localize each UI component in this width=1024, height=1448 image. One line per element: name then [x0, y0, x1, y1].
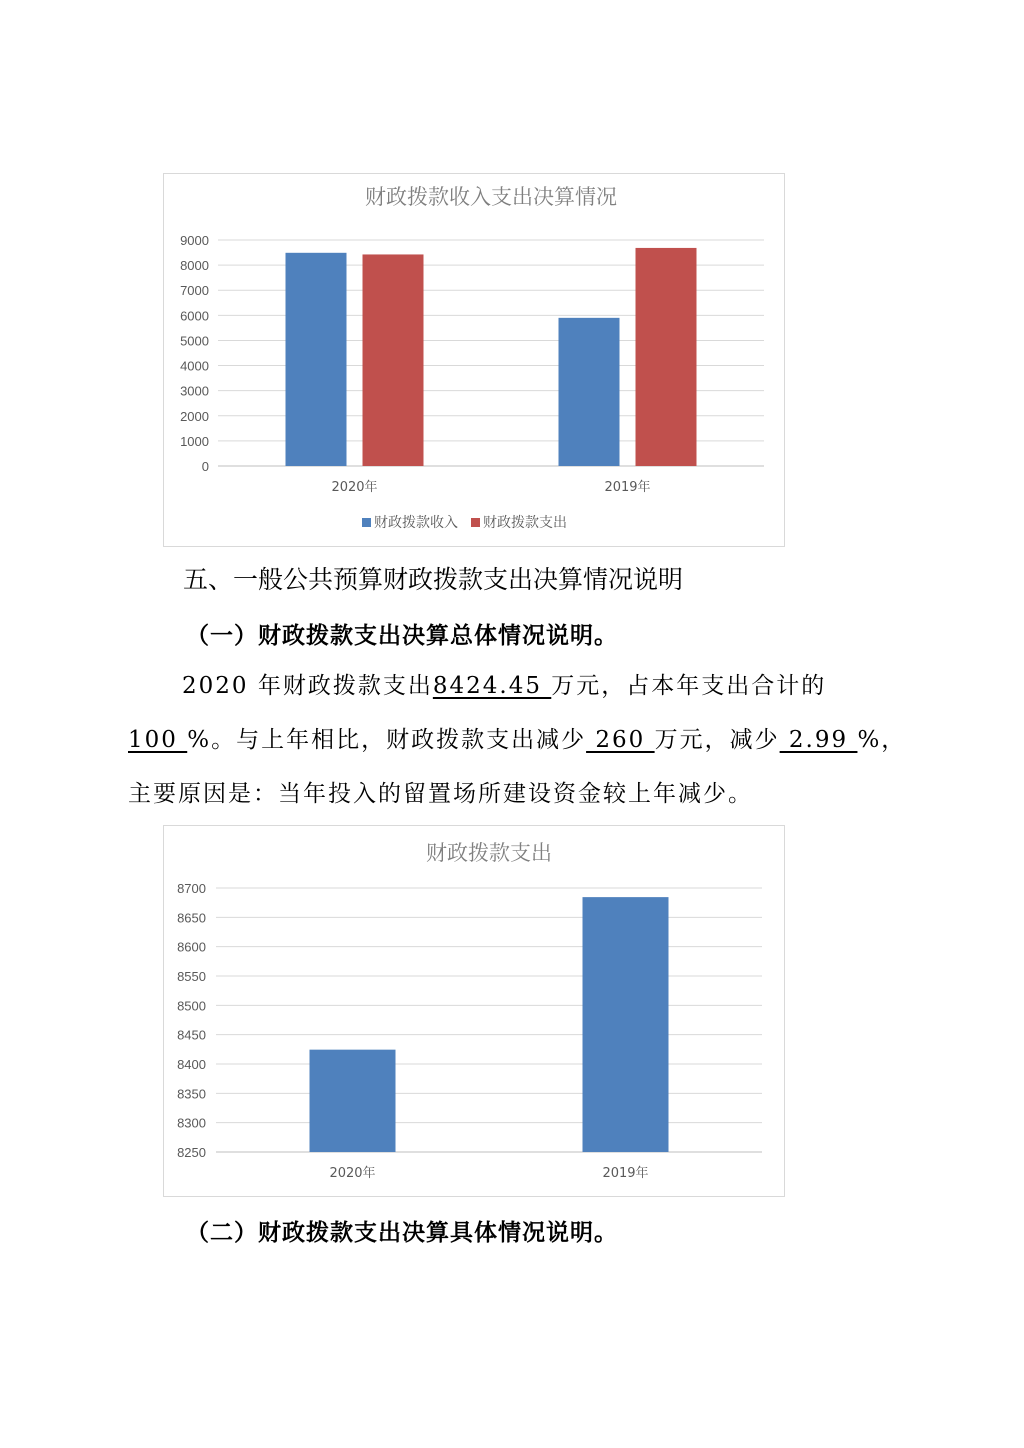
y-tick-label: 7000 [180, 283, 209, 299]
bar [636, 248, 697, 466]
expenditure-chart-svg [164, 826, 784, 1196]
y-tick-label: 5000 [180, 333, 209, 349]
share-percent: 100 [128, 727, 188, 753]
legend-swatch [471, 518, 480, 527]
y-tick-label: 9000 [180, 233, 209, 248]
paragraph-text: %， [857, 727, 907, 753]
y-tick-label: 8000 [180, 258, 209, 274]
y-tick-label: 8400 [177, 1057, 206, 1072]
y-tick-label: 8600 [177, 939, 206, 955]
chart-title: 财政拨款收入支出决算情况 [365, 185, 617, 209]
expenditure-chart [163, 825, 785, 1197]
x-tick-label: 2020年 [331, 480, 378, 495]
paragraph-text: 万元，减少 [654, 727, 780, 753]
section-title: 五、一般公共预算财政拨款支出决算情况说明 [183, 565, 684, 594]
paragraph-text: 2020 年财政拨款支出 [182, 673, 433, 699]
subsection-title-2: （二）财政拨款支出决算具体情况说明。 [186, 1219, 618, 1246]
y-tick-label: 2000 [180, 408, 209, 424]
bar [559, 318, 620, 466]
income-expenditure-chart [163, 173, 785, 547]
paragraph-line-1 [128, 659, 908, 713]
y-tick-label: 4000 [180, 358, 209, 374]
chart-title: 财政拨款支出 [426, 841, 552, 865]
bar [286, 253, 347, 466]
x-tick-label: 2019年 [604, 480, 651, 495]
y-tick-label: 0 [201, 459, 209, 474]
legend-swatch [362, 518, 371, 527]
y-tick-label: 3000 [180, 383, 209, 399]
y-tick-label: 6000 [180, 308, 209, 324]
paragraph-text: %。与上年相比，财政拨款支出减少 [187, 727, 587, 753]
y-tick-label: 8300 [177, 1115, 206, 1131]
expenditure-paragraph [128, 659, 908, 821]
subsection-title-1: （一）财政拨款支出决算总体情况说明。 [186, 622, 618, 649]
income-expenditure-chart-svg [164, 174, 784, 546]
expenditure-amount: 8424.45 [432, 673, 552, 699]
paragraph-line-3 [128, 767, 908, 821]
y-tick-label: 1000 [180, 433, 209, 449]
legend-label: 财政拨款支出 [483, 515, 567, 531]
decrease-amount: 260 [586, 727, 655, 753]
y-tick-label: 8500 [177, 998, 206, 1014]
decrease-percent: 2.99 [779, 727, 858, 753]
x-tick-label: 2020年 [329, 1166, 376, 1181]
paragraph-line-2 [128, 713, 908, 767]
paragraph-text: 万元，占本年支出合计的 [551, 673, 827, 699]
y-tick-label: 8550 [177, 969, 206, 984]
y-tick-label: 8250 [177, 1145, 206, 1160]
paragraph-text: 主要原因是：当年投入的留置场所建设资金较上年减少。 [128, 781, 753, 807]
bar [583, 897, 669, 1152]
bar [310, 1050, 396, 1152]
y-tick-label: 8700 [177, 881, 206, 896]
bar [363, 254, 424, 466]
legend-label: 财政拨款收入 [374, 515, 458, 531]
x-tick-label: 2019年 [602, 1166, 649, 1181]
y-tick-label: 8450 [177, 1027, 206, 1043]
y-tick-label: 8650 [177, 910, 206, 926]
y-tick-label: 8350 [177, 1086, 206, 1102]
